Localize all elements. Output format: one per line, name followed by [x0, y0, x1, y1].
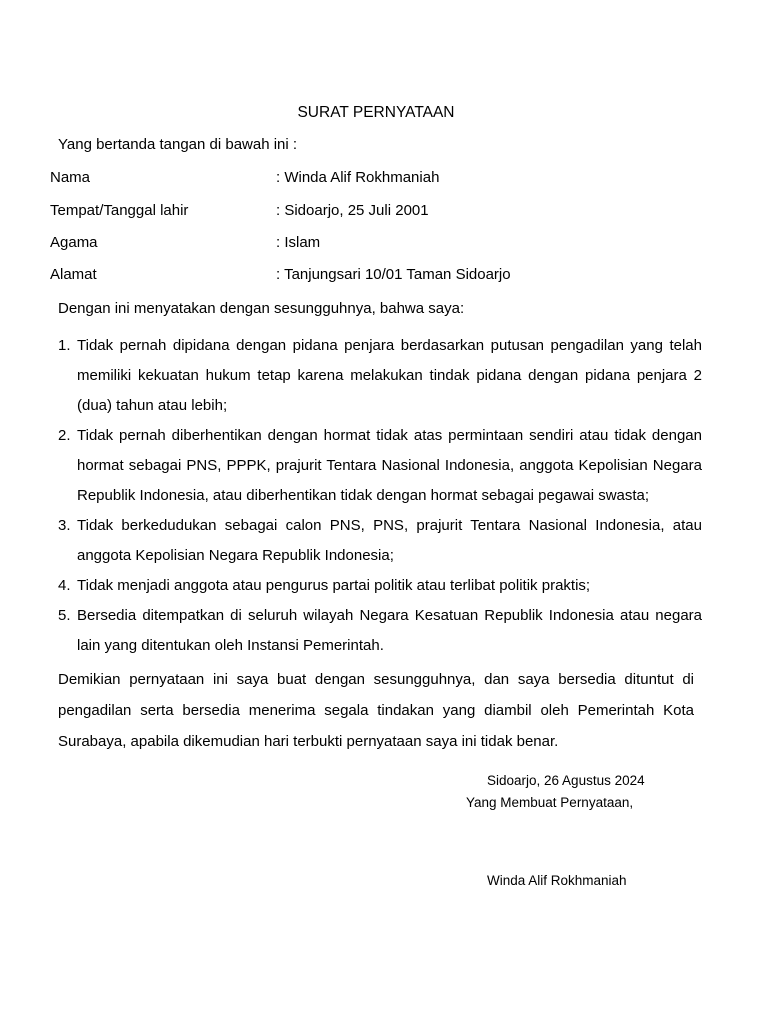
signer-name: Winda Alif Rokhmaniah	[487, 873, 627, 888]
list-item-number: 4.	[58, 577, 71, 594]
field-alamat	[50, 266, 710, 286]
list-item	[58, 511, 702, 571]
list-item-text: Tidak pernah diberhentikan dengan hormat tidak atas permintaan sendiri atau tidak dengan hormat sebagai PNS, PPPK, prajurit Tentara Nasional Indonesia, anggota Kepolisian Negara Republik Indonesia, atau diberhentikan tidak dengan hormat sebagai pegawai swasta;	[77, 427, 702, 504]
maker-label: Yang Membuat Pernyataan,	[466, 795, 634, 810]
list-item	[58, 331, 702, 421]
field-label: Alamat	[50, 266, 97, 283]
field-label: Tempat/Tanggal lahir	[50, 202, 189, 219]
statement-list	[58, 331, 702, 661]
list-item-number: 3.	[58, 517, 71, 534]
list-item-text: Tidak pernah dipidana dengan pidana penjara berdasarkan putusan pengadilan yang telah memiliki kekuatan hukum tetap karena melakukan tindak pidana dengan pidana penjara 2 (dua) tahun atau lebih;	[77, 337, 702, 414]
list-item-number: 1.	[58, 337, 71, 354]
list-item-number: 2.	[58, 427, 71, 444]
list-item-text: Tidak berkedudukan sebagai calon PNS, PNS, prajurit Tentara Nasional Indonesia, atau anggota Kepolisian Negara Republik Indonesia;	[77, 517, 702, 564]
field-label: Nama	[50, 169, 91, 186]
intro-text: Yang bertanda tangan di bawah ini :	[58, 136, 298, 153]
field-value: : Winda Alif Rokhmaniah	[276, 169, 440, 186]
list-item	[58, 601, 702, 661]
list-item-text: Tidak menjadi anggota atau pengurus partai politik atau terlibat politik praktis;	[77, 577, 591, 594]
statement-text: Dengan ini menyatakan dengan sesungguhnya, bahwa saya:	[58, 300, 465, 317]
field-value: : Islam	[276, 234, 321, 251]
field-nama	[50, 169, 710, 189]
field-tempat-tanggal-lahir	[50, 202, 710, 222]
closing-paragraph: Demikian pernyataan ini saya buat dengan sesungguhnya, dan saya bersedia dituntut di pengadilan serta bersedia menerima segala tindakan yang diambil oleh Pemerintah Kota Surabaya, apabila dikemudian hari terbukti pernyataan saya ini tidak benar.	[58, 671, 694, 750]
list-item-text: Bersedia ditempatkan di seluruh wilayah Negara Kesatuan Republik Indonesia atau negara lain yang ditentukan oleh Instansi Pemerintah.	[77, 607, 702, 654]
field-value: : Tanjungsari 10/01 Taman Sidoarjo	[276, 266, 511, 283]
place-date: Sidoarjo, 26 Agustus 2024	[487, 773, 645, 788]
field-agama	[50, 234, 710, 254]
field-value: : Sidoarjo, 25 Juli 2001	[276, 202, 429, 219]
list-item-number: 5.	[58, 607, 71, 624]
field-label: Agama	[50, 234, 98, 251]
list-item	[58, 571, 702, 601]
list-item	[58, 421, 702, 511]
document-title: SURAT PERNYATAAN	[297, 104, 455, 121]
